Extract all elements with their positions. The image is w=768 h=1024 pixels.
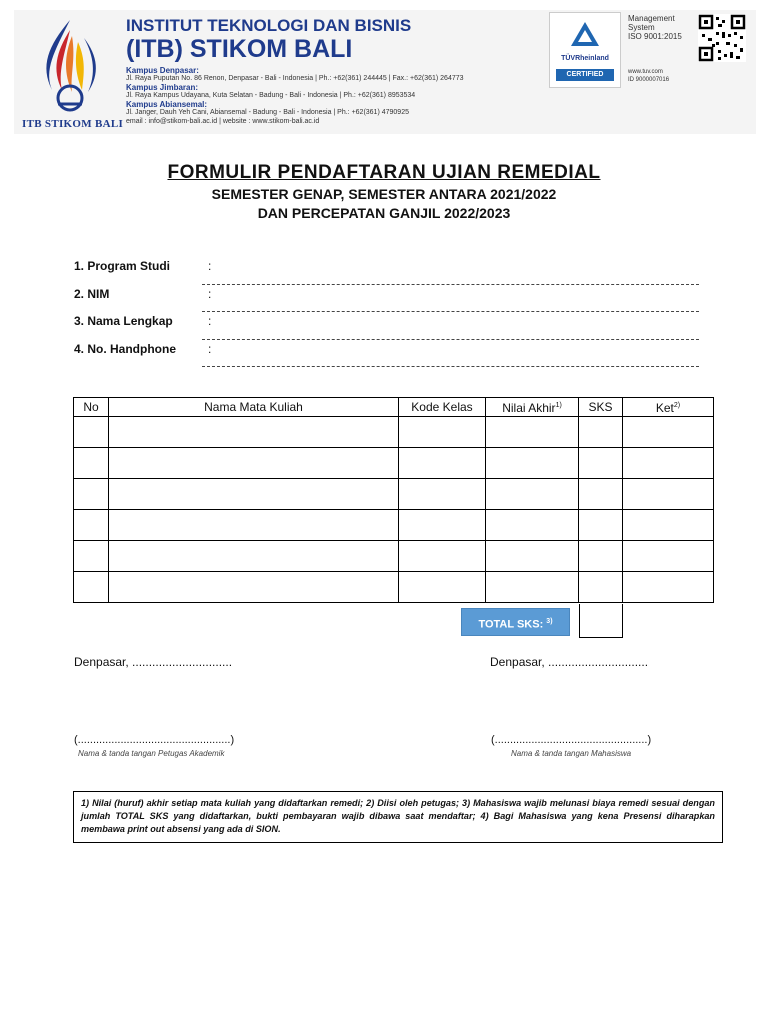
form-title: FORMULIR PENDAFTARAN UJIAN REMEDIAL (167, 162, 601, 183)
cell-ket[interactable] (623, 572, 714, 603)
table-row (74, 479, 714, 510)
no-handphone-colon: : (208, 342, 212, 356)
table-row (74, 572, 714, 603)
cell-no[interactable] (74, 572, 109, 603)
cell-sks[interactable] (579, 510, 623, 541)
cell-ket[interactable] (623, 479, 714, 510)
campus-jimbaran-address: Jl. Raya Kampus Udayana, Kuta Selatan - Badung - Bali - Indonesia | Ph.: +62(361) 8953534 (126, 92, 416, 99)
cell-ket[interactable] (623, 417, 714, 448)
tuv-certification-badge (549, 12, 621, 88)
campus-abiansemal-label: Kampus Abiansemal: (126, 100, 208, 109)
total-sks-label: TOTAL SKS: $^{3)}$ (461, 608, 570, 636)
program-studi-label: 1. Program Studi (74, 259, 171, 273)
cell-no[interactable] (74, 417, 109, 448)
nama-lengkap-colon: : (208, 314, 212, 328)
cell-no[interactable] (74, 510, 109, 541)
cell-no[interactable] (74, 448, 109, 479)
left-place-date: Denpasar, .............................. (74, 655, 233, 669)
left-signature-caption: Nama & tanda tangan Petugas Akademik (78, 749, 225, 758)
course-table (73, 397, 714, 603)
itb-stikom-logo-icon (30, 16, 110, 112)
header-nilai-akhir: Nilai Akhir$^{1)}$ (486, 398, 579, 417)
letterhead (14, 10, 756, 134)
campus-jimbaran-label: Kampus Jimbaran: (126, 83, 199, 92)
nim-field[interactable] (202, 311, 699, 312)
right-signature-line: (..................................................) (491, 734, 652, 746)
cell-kode-kelas[interactable] (399, 417, 486, 448)
nama-lengkap-field[interactable] (202, 339, 699, 340)
form-subtitle-percepatan: DAN PERCEPATAN GANJIL 2022/2023 (257, 205, 511, 221)
cell-nilai-akhir[interactable] (486, 510, 579, 541)
nama-lengkap-label: 3. Nama Lengkap (74, 314, 173, 328)
header-nama-mata-kuliah: Nama Mata Kuliah (109, 398, 399, 417)
header-sks: SKS (579, 398, 623, 417)
cell-ket[interactable] (623, 448, 714, 479)
table-row (74, 448, 714, 479)
contact-info: email : info@stikom-bali.ac.id | website : www.stikom-bali.ac.id (126, 118, 320, 125)
cell-nama-mata-kuliah[interactable] (109, 448, 399, 479)
cell-nama-mata-kuliah[interactable] (109, 479, 399, 510)
cell-sks[interactable] (579, 417, 623, 448)
cell-nama-mata-kuliah[interactable] (109, 417, 399, 448)
cell-sks[interactable] (579, 572, 623, 603)
table-row (74, 541, 714, 572)
footnotes-box: 1) Nilai (huruf) akhir setiap mata kuliah yang didaftarkan remedi; 2) Diisi oleh petugas; 3) Mahasiswa wajib melunasi biaya remedi sesuai dengan jumlah TOTAL SKS yang didaftarkan, bukti pembayaran wajib dibawa saat mendaftar; 4) Bagi Mahasiswa yang kena Presensi diharapkan membawa print out absensi yang ada di SION. (73, 791, 723, 843)
program-studi-field[interactable] (202, 284, 699, 285)
right-signature-caption: Nama & tanda tangan Mahasiswa (511, 749, 632, 758)
cell-ket[interactable] (623, 510, 714, 541)
cell-kode-kelas[interactable] (399, 541, 486, 572)
cell-sks[interactable] (579, 479, 623, 510)
cell-nilai-akhir[interactable] (486, 417, 579, 448)
table-row (74, 510, 714, 541)
cell-kode-kelas[interactable] (399, 448, 486, 479)
cell-kode-kelas[interactable] (399, 479, 486, 510)
cell-nama-mata-kuliah[interactable] (109, 510, 399, 541)
cell-sks[interactable] (579, 448, 623, 479)
cell-sks[interactable] (579, 541, 623, 572)
no-handphone-field[interactable] (202, 366, 699, 367)
tuv-brand: TÜVRheinland (561, 55, 609, 62)
cell-kode-kelas[interactable] (399, 572, 486, 603)
table-row (74, 417, 714, 448)
cell-nilai-akhir[interactable] (486, 479, 579, 510)
campus-abiansemal-address: Jl. Janger, Dauh Yeh Cani, Abiansemal - Badung - Bali - Indonesia | Ph.: +62(361) 4790925 (126, 109, 409, 116)
logo-text: ITB STIKOM BALI (22, 118, 124, 130)
tuv-certified-label: CERTIFIED (556, 69, 614, 81)
header-kode-kelas: Kode Kelas (399, 398, 486, 417)
form-subtitle-semester: SEMESTER GENAP, SEMESTER ANTARA 2021/2022 (211, 186, 557, 202)
cell-nilai-akhir[interactable] (486, 572, 579, 603)
tuv-triangle-icon (570, 21, 600, 47)
cell-nilai-akhir[interactable] (486, 541, 579, 572)
cell-kode-kelas[interactable] (399, 510, 486, 541)
header-ket: Ket$^{2)}$ (623, 398, 714, 417)
table-header-row (74, 398, 714, 417)
nim-label: 2. NIM (74, 287, 110, 301)
campus-denpasar-address: Jl. Raya Puputan No. 86 Renon, Denpasar - Bali - Indonesia | Ph.: +62(361) 244445 | Fax.: +62(361) 264773 (126, 75, 464, 82)
right-place-date: Denpasar, .............................. (490, 655, 649, 669)
campus-denpasar-label: Kampus Denpasar: (126, 66, 199, 75)
cell-nama-mata-kuliah[interactable] (109, 572, 399, 603)
institution-name: INSTITUT TEKNOLOGI DAN BISNIS (126, 16, 412, 35)
header-no: No (74, 398, 109, 417)
cell-ket[interactable] (623, 541, 714, 572)
institution-short-name: (ITB) STIKOM BALI (126, 35, 353, 63)
cell-no[interactable] (74, 479, 109, 510)
cell-nama-mata-kuliah[interactable] (109, 541, 399, 572)
certificate-id: www.tuv.com ID 9000007016 (628, 69, 670, 83)
left-signature-line: (..................................................) (74, 734, 235, 746)
qr-code-icon (698, 14, 746, 62)
management-system-text: Management System ISO 9001:2015 (628, 14, 682, 41)
nim-colon: : (208, 287, 212, 301)
cell-nilai-akhir[interactable] (486, 448, 579, 479)
no-handphone-label: 4. No. Handphone (74, 342, 176, 356)
cell-no[interactable] (74, 541, 109, 572)
program-studi-colon: : (208, 259, 212, 273)
total-sks-field[interactable] (579, 604, 623, 638)
